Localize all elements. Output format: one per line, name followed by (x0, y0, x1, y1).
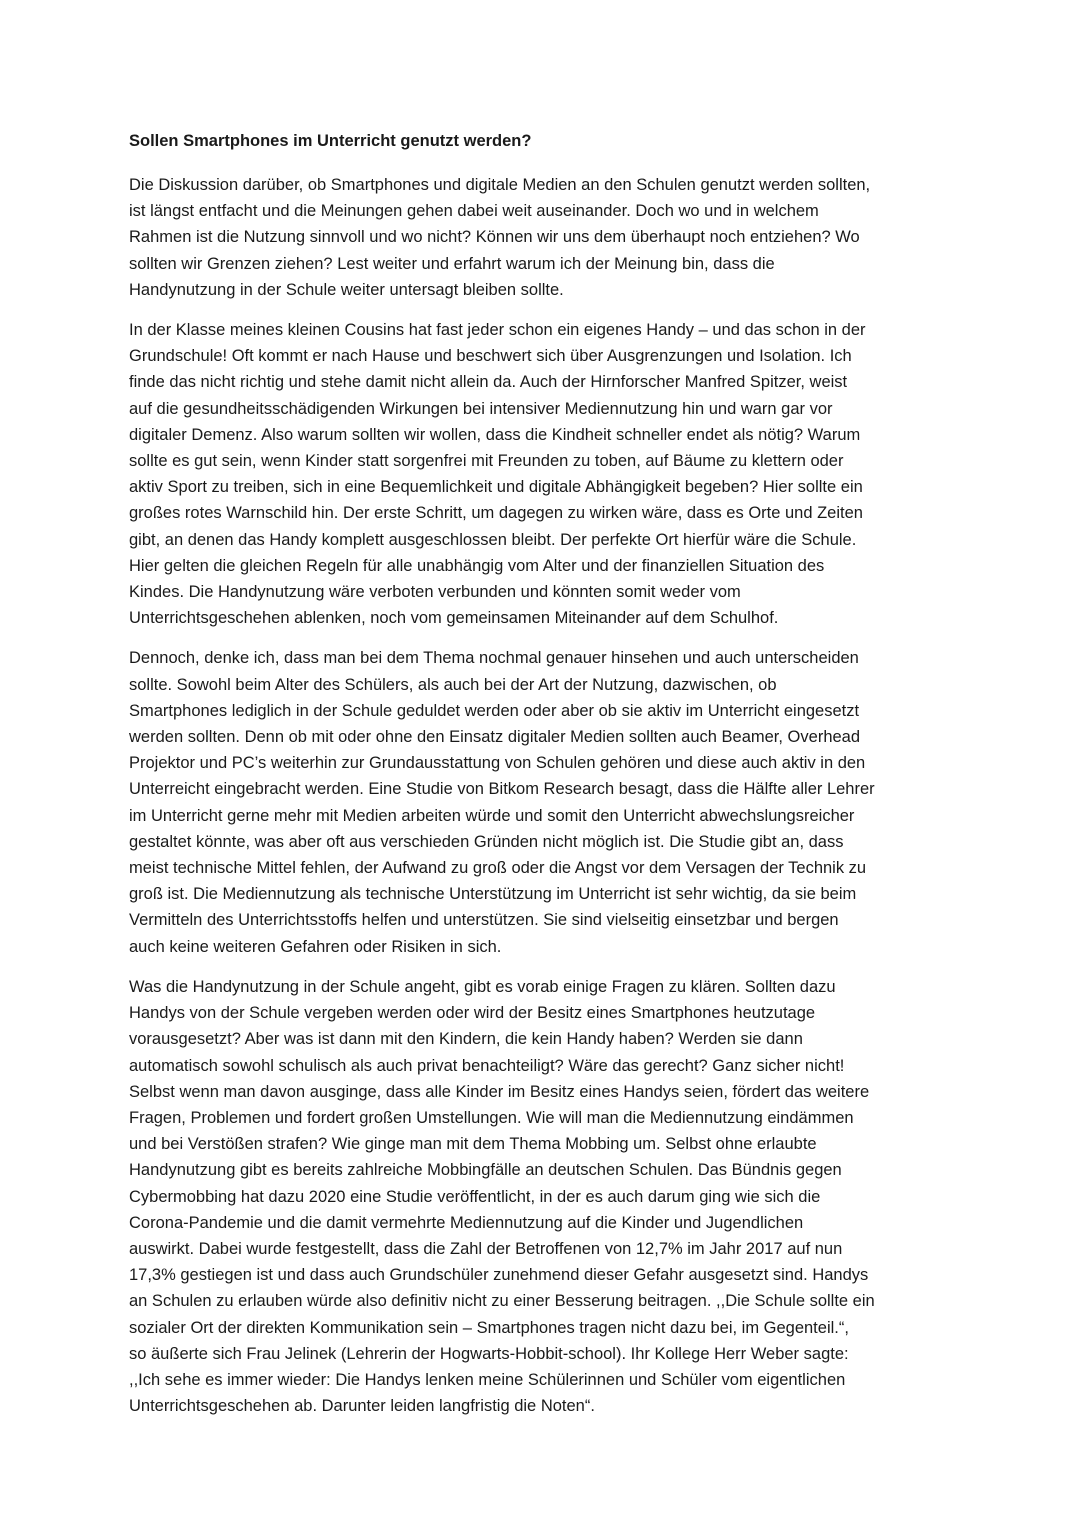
paragraph-line: Corona-Pandemie und die damit vermehrte Mediennutzung auf die Kinder und Jugendlichen (129, 1213, 804, 1232)
paragraph-line: Dennoch, denke ich, dass man bei dem Thema nochmal genauer hinsehen und auch unterscheiden (129, 649, 859, 668)
paragraph-line: Selbst wenn man davon ausginge, dass alle Kinder im Besitz eines Handys seien, fördert das weitere (129, 1082, 870, 1101)
paragraph (129, 645, 959, 959)
paragraph-line: Die Diskussion darüber, ob Smartphones und digitale Medien an den Schulen genutzt werden sollten, (129, 176, 871, 194)
paragraph-line: In der Klasse meines kleinen Cousins hat fast jeder schon ein eigenes Handy – und das schon in der (129, 321, 866, 340)
paragraph-line: sollte. Sowohl beim Alter des Schülers, als auch bei der Art der Nutzung, dazwischen, ob (129, 675, 777, 694)
paragraph (129, 172, 959, 303)
paragraph-line: sollte es gut sein, wenn Kinder statt sorgenfrei mit Freunden zu toben, auf Bäume zu klettern oder (129, 452, 844, 471)
paragraph-line: Unterrichtsgeschehen ablenken, noch vom gemeinsamen Miteinander auf dem Schulhof. (129, 609, 779, 628)
paragraph-line: Projektor und PC’s weiterhin zur Grundausstattung von Schulen gehören und diese auch aktiv in den (129, 754, 866, 773)
paragraph-line: Smartphones lediglich in der Schule geduldet werden oder aber ob sie aktiv im Unterricht eingesetzt (129, 701, 860, 720)
paragraph-line: Unterrichtsgeschehen ab. Darunter leiden langfristig die Noten“. (129, 1397, 595, 1416)
paragraph (129, 317, 959, 631)
paragraph-line: gibt, an denen das Handy komplett ausgeschlossen bleibt. Der perfekte Ort hierfür wäre die Schule. (129, 530, 857, 549)
paragraph-line: Handynutzung in der Schule weiter untersagt bleiben sollte. (129, 280, 564, 299)
paragraph-line: groß ist. Die Mediennutzung als technische Unterstützung im Unterricht ist sehr wichtig, da sie beim (129, 885, 857, 904)
paragraph-line: aktiv Sport zu treiben, sich in eine Bequemlichkeit und digitale Abhängigkeit begeben? Hier sollte ein (129, 478, 863, 497)
paragraph-line: und bei Verstößen strafen? Wie ginge man mit dem Thema Mobbing um. Selbst ohne erlaubte (129, 1135, 817, 1154)
paragraph-line: Was die Handynutzung in der Schule angeht, gibt es vorab einige Fragen zu klären. Sollten dazu (129, 977, 836, 996)
paragraph-line: großes rotes Warnschild hin. Der erste Schritt, um dagegen zu wirken wäre, dass es Orte und Zeiten (129, 504, 863, 523)
paragraph-line: sozialer Ort der direkten Kommunikation sein – Smartphones tragen nicht dazu bei, im Gegenteil.“, (129, 1318, 849, 1337)
paragraph-line: Grundschule! Oft kommt er nach Hause und beschwert sich über Ausgrenzungen und Isolation. Ich (129, 347, 852, 366)
paragraph-line: ist längst entfacht und die Meinungen gehen dabei weit auseinander. Doch wo und in welchem (129, 202, 819, 221)
paragraph-line: Kindes. Die Handynutzung wäre verboten verbunden und könnten somit weder vom (129, 583, 741, 602)
paragraph-line: so äußerte sich Frau Jelinek (Lehrerin der Hogwarts-Hobbit-school). Ihr Kollege Herr Weber sagte: (129, 1344, 849, 1363)
paragraph-line: vorausgesetzt? Aber was ist dann mit den Kindern, die kein Handy haben? Werden sie dann (129, 1030, 803, 1049)
paragraph-line: auswirkt. Dabei wurde festgestellt, dass die Zahl der Betroffenen von 12,7% im Jahr 2017 auf nun (129, 1239, 843, 1258)
paragraph-line: Rahmen ist die Nutzung sinnvoll und wo nicht? Können wir uns dem überhaupt noch entziehen? Wo (129, 228, 860, 247)
paragraph-line: sollten wir Grenzen ziehen? Lest weiter und erfahrt warum ich der Meinung bin, dass die (129, 254, 775, 273)
paragraph-line: 17,3% gestiegen ist und dass auch Grundschüler zunehmend dieser Gefahr ausgesetzt sind. Handys (129, 1266, 869, 1285)
paragraph-line: Cybermobbing hat dazu 2020 eine Studie veröffentlicht, in der es auch darum ging wie sich die (129, 1187, 821, 1206)
paragraph-line: meist technische Mittel fehlen, der Aufwand zu groß oder die Angst vor dem Versagen der Technik zu (129, 859, 867, 878)
paragraph-line: finde das nicht richtig und stehe damit nicht allein da. Auch der Hirnforscher Manfred Spitzer, weist (129, 373, 848, 392)
paragraph-line: auch keine weiteren Gefahren oder Risiken in sich. (129, 937, 502, 956)
paragraph (129, 974, 959, 1419)
paragraph-line: auf die gesundheitsschädigenden Wirkungen bei intensiver Mediennutzung hin und warn gar vor (129, 399, 833, 418)
paragraph-line: an Schulen zu erlauben würde also definitiv nicht zu einer Besserung beitragen. ,,Die Schule sollte ein (129, 1292, 875, 1311)
paragraph-line: Hier gelten die gleichen Regeln für alle unabhängig vom Alter und der finanziellen Situation des (129, 556, 825, 575)
paragraph-line: Handynutzung gibt es bereits zahlreiche Mobbingfälle an deutschen Schulen. Das Bündnis gegen (129, 1161, 842, 1180)
paragraph-line: Handys von der Schule vergeben werden oder wird der Besitz eines Smartphones heutzutage (129, 1004, 816, 1023)
paragraph-line: Fragen, Problemen und fordert großen Umstellungen. Wie will man die Mediennutzung eindämmen (129, 1108, 854, 1127)
paragraph-line: ,,Ich sehe es immer wieder: Die Handys lenken meine Schülerinnen und Schüler vom eigentlichen (129, 1370, 846, 1389)
paragraph-line: im Unterricht gerne mehr mit Medien arbeiten würde und somit den Unterricht abwechslungsreicher (129, 806, 855, 825)
document-body (129, 172, 959, 1419)
document-page (129, 128, 959, 1433)
paragraph-line: gestaltet könnte, was aber oft aus verschieden Gründen nicht möglich ist. Die Studie gibt an, dass (129, 832, 844, 851)
paragraph-line: automatisch sowohl schulisch als auch privat benachteiligt? Wäre das gerecht? Ganz sicher nicht! (129, 1056, 845, 1075)
paragraph-line: Unterreicht eingebracht werden. Eine Studie von Bitkom Research besagt, dass die Hälfte aller Lehrer (129, 780, 875, 799)
paragraph-line: Vermitteln des Unterrichtsstoffs helfen und unterstützen. Sie sind vielseitig einsetzbar und bergen (129, 911, 839, 930)
paragraph-line: digitaler Demenz. Also warum sollten wir wollen, dass die Kindheit schneller endet als nötig? Warum (129, 425, 861, 444)
paragraph-line: werden sollten. Denn ob mit oder ohne den Einsatz digitaler Medien sollten auch Beamer, Overhead (129, 728, 861, 747)
document-title: Sollen Smartphones im Unterricht genutzt werden? (129, 132, 532, 150)
